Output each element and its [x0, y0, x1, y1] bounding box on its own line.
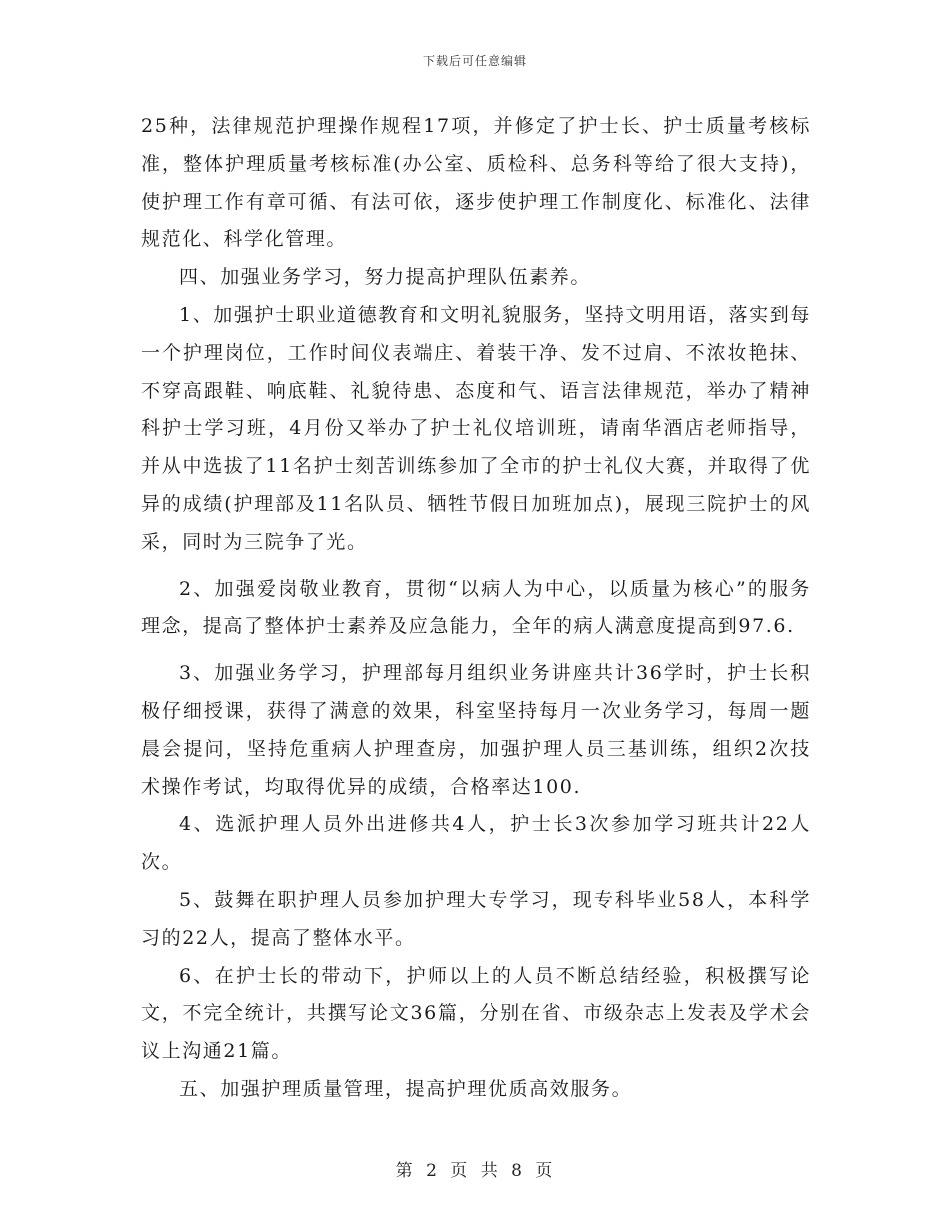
- paragraph-item-6: 6、在护士长的带动下，护师以上的人员不断总结经验，积极撰写论文，不完全统计，共撰写论文36篇，分别在省、市级杂志上发表及学术会议上沟通21篇。: [141, 964, 811, 1063]
- page-number-footer: 第 2 页 共 8 页: [395, 1161, 555, 1181]
- paragraph-item-4: 4、选派护理人员外出进修共4人，护士长3次参加学习班共计22人次。: [141, 813, 811, 874]
- paragraph-item-1: 1、加强护士职业道德教育和文明礼貌服务，坚持文明用语，落实到每一个护理岗位，工作时间仪表端庄、着装干净、发不过肩、不浓妆艳抹、不穿高跟鞋、响底鞋、礼貌待患、态度和气、语言法律规范，举办了精神科护士学习班，4月份又举办了护士礼仪培训班，请南华酒店老师指导，并从中选拔了11名护士刻苦训练参加了全市的护士礼仪大赛，并取得了优异的成绩(护理部及11名队员、牺牲节假日加班加点)，展现三院护士的风采，同时为三院争了光。: [141, 303, 811, 553]
- paragraph-item-3: 3、加强业务学习，护理部每月组织业务讲座共计36学时，护士长积极仔细授课，获得了满意的效果，科室坚持每月一次业务学习，每周一题晨会提问，坚持危重病人护理查房，加强护理人员三基训练，组织2次技术操作考试，均取得优异的成绩，合格率达100.: [141, 662, 811, 798]
- paragraph-continuation: 25种，法律规范护理操作规程17项，并修定了护士长、护士质量考核标准，整体护理质量考核标准(办公室、质检科、总务科等给了很大支持)，使护理工作有章可循、有法可依，逐步使护理工作制度化、标准化、法律规范化、科学化管理。: [141, 115, 811, 251]
- document-body: [141, 108, 811, 1109]
- page-header: 下载后可任意编辑: [422, 54, 527, 68]
- section-heading-4: 四、加强业务学习，努力提高护理队伍素养。: [179, 266, 592, 289]
- paragraph-item-5: 5、鼓舞在职护理人员参加护理大专学习，现专科毕业58人，本科学习的22人，提高了整体水平。: [141, 888, 811, 949]
- section-heading-5: 五、加强护理质量管理，提高护理优质高效服务。: [179, 1077, 633, 1100]
- paragraph-item-2: 2、加强爱岗敬业教育，贯彻“以病人为中心，以质量为核心”的服务理念，提高了整体护士素养及应急能力，全年的病人满意度提高到97.6.: [141, 577, 811, 638]
